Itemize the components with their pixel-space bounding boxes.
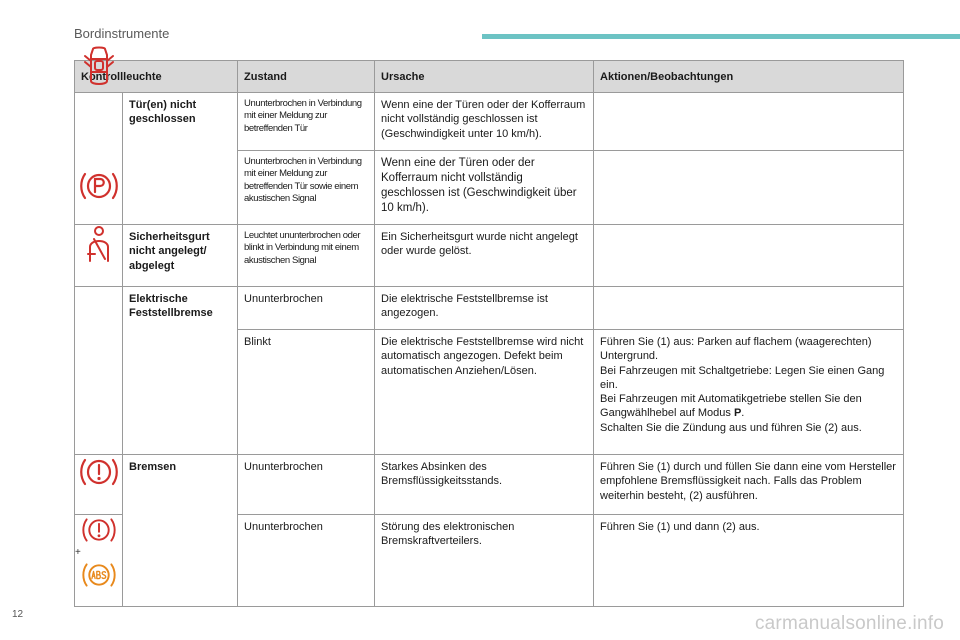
seatbelt-cause: Ein Sicherheitsgurt wurde nicht angelegt oder wurde gelöst. bbox=[375, 225, 594, 287]
section-title: Bordinstrumente bbox=[74, 26, 170, 41]
parking-cause-2: Die elektrische Feststellbremse wird nicht automatisch angezogen. Defekt beim automatischen Anziehen/Lösen. bbox=[375, 330, 594, 455]
parking-action-line-3: Bei Fahrzeugen mit Automatikgetriebe stellen Sie den Gangwählhebel auf Modus bbox=[600, 393, 862, 420]
table-row bbox=[75, 93, 904, 151]
brake-icon-cell-1 bbox=[75, 455, 123, 515]
brakes-condition-2: Ununterbrochen bbox=[238, 515, 375, 607]
door-condition-2: Ununterbrochen in Verbindung mit einer Meldung zur betreffenden Tür sowie einem akustischen Signal bbox=[238, 151, 375, 225]
parking-action-2 bbox=[594, 330, 904, 455]
col-header-indicator: Kontrollleuchte bbox=[75, 61, 238, 93]
page-number: 12 bbox=[12, 609, 24, 620]
seatbelt-icon bbox=[85, 225, 113, 263]
parking-brake-icon bbox=[79, 169, 119, 203]
brake-warning-icon bbox=[79, 515, 119, 545]
table-row bbox=[75, 287, 904, 330]
parking-action-line-1: Führen Sie (1) aus: Parken auf flachem (waagerechten) Untergrund. bbox=[600, 336, 872, 363]
seatbelt-action bbox=[594, 225, 904, 287]
watermark: carmanualsonline.info bbox=[754, 613, 944, 634]
door-cause-2: Wenn eine der Türen oder der Kofferraum nicht vollständig geschlossen ist (Geschwindigkeit über 10 km/h). bbox=[375, 151, 594, 225]
seatbelt-name: Sicherheitsgurt nicht angelegt/ abgelegt bbox=[123, 225, 238, 287]
parking-action-1 bbox=[594, 287, 904, 330]
brakes-cause-1: Starkes Absinken des Bremsflüssigkeitsstands. bbox=[375, 455, 594, 515]
door-condition-1: Ununterbrochen in Verbindung mit einer Meldung zur betreffenden Tür bbox=[238, 93, 375, 151]
col-header-actions: Aktionen/Beobachtungen bbox=[594, 61, 904, 93]
table-header-row bbox=[75, 61, 904, 93]
door-icon-cell bbox=[75, 93, 123, 225]
warning-lights-table bbox=[74, 60, 904, 607]
brakes-action-2: Führen Sie (1) und dann (2) aus. bbox=[594, 515, 904, 607]
brakes-condition-1: Ununterbrochen bbox=[238, 455, 375, 515]
brake-icon-cell-2 bbox=[75, 515, 123, 607]
plus-sign: + bbox=[75, 547, 81, 558]
seatbelt-condition: Leuchtet ununterbrochen oder blinkt in Verbindung mit einem akustischen Signal bbox=[238, 225, 375, 287]
parking-condition-1: Ununterbrochen bbox=[238, 287, 375, 330]
parking-icon-cell bbox=[75, 287, 123, 455]
parking-action-line-4: Schalten Sie die Zündung aus und führen Sie (2) aus. bbox=[600, 421, 862, 434]
door-cause-1: Wenn eine der Türen oder der Kofferraum nicht vollständig geschlossen ist (Geschwindigkeit unter 10 km/h). bbox=[375, 93, 594, 151]
parking-name: Elektrische Feststellbremse bbox=[123, 287, 238, 455]
col-header-cause: Ursache bbox=[375, 61, 594, 93]
gear-mode-p: P bbox=[733, 407, 742, 420]
seatbelt-icon-cell bbox=[75, 225, 123, 287]
parking-action-line-2: Bei Fahrzeugen mit Schaltgetriebe: Legen Sie einen Gang ein. bbox=[600, 364, 885, 391]
door-action-1 bbox=[594, 93, 904, 151]
col-header-condition: Zustand bbox=[238, 61, 375, 93]
abs-icon bbox=[79, 560, 119, 590]
brakes-name: Bremsen bbox=[123, 455, 238, 607]
brakes-action-1: Führen Sie (1) durch und füllen Sie dann eine vom Hersteller empfohlene Bremsflüssigkeit nach. Falls das Problem weiterhin besteht, (2) ausführen. bbox=[594, 455, 904, 515]
header-accent-bar bbox=[482, 34, 960, 39]
door-action-2 bbox=[594, 151, 904, 225]
table-row bbox=[75, 225, 904, 287]
brakes-cause-2: Störung des elektronischen Bremskraftverteilers. bbox=[375, 515, 594, 607]
table-row bbox=[75, 455, 904, 515]
brake-warning-icon bbox=[79, 455, 119, 489]
parking-action-line-3-end: . bbox=[741, 407, 745, 420]
parking-cause-1: Die elektrische Feststellbremse ist angezogen. bbox=[375, 287, 594, 330]
door-name: Tür(en) nicht geschlossen bbox=[123, 93, 238, 225]
parking-condition-2: Blinkt bbox=[238, 330, 375, 455]
